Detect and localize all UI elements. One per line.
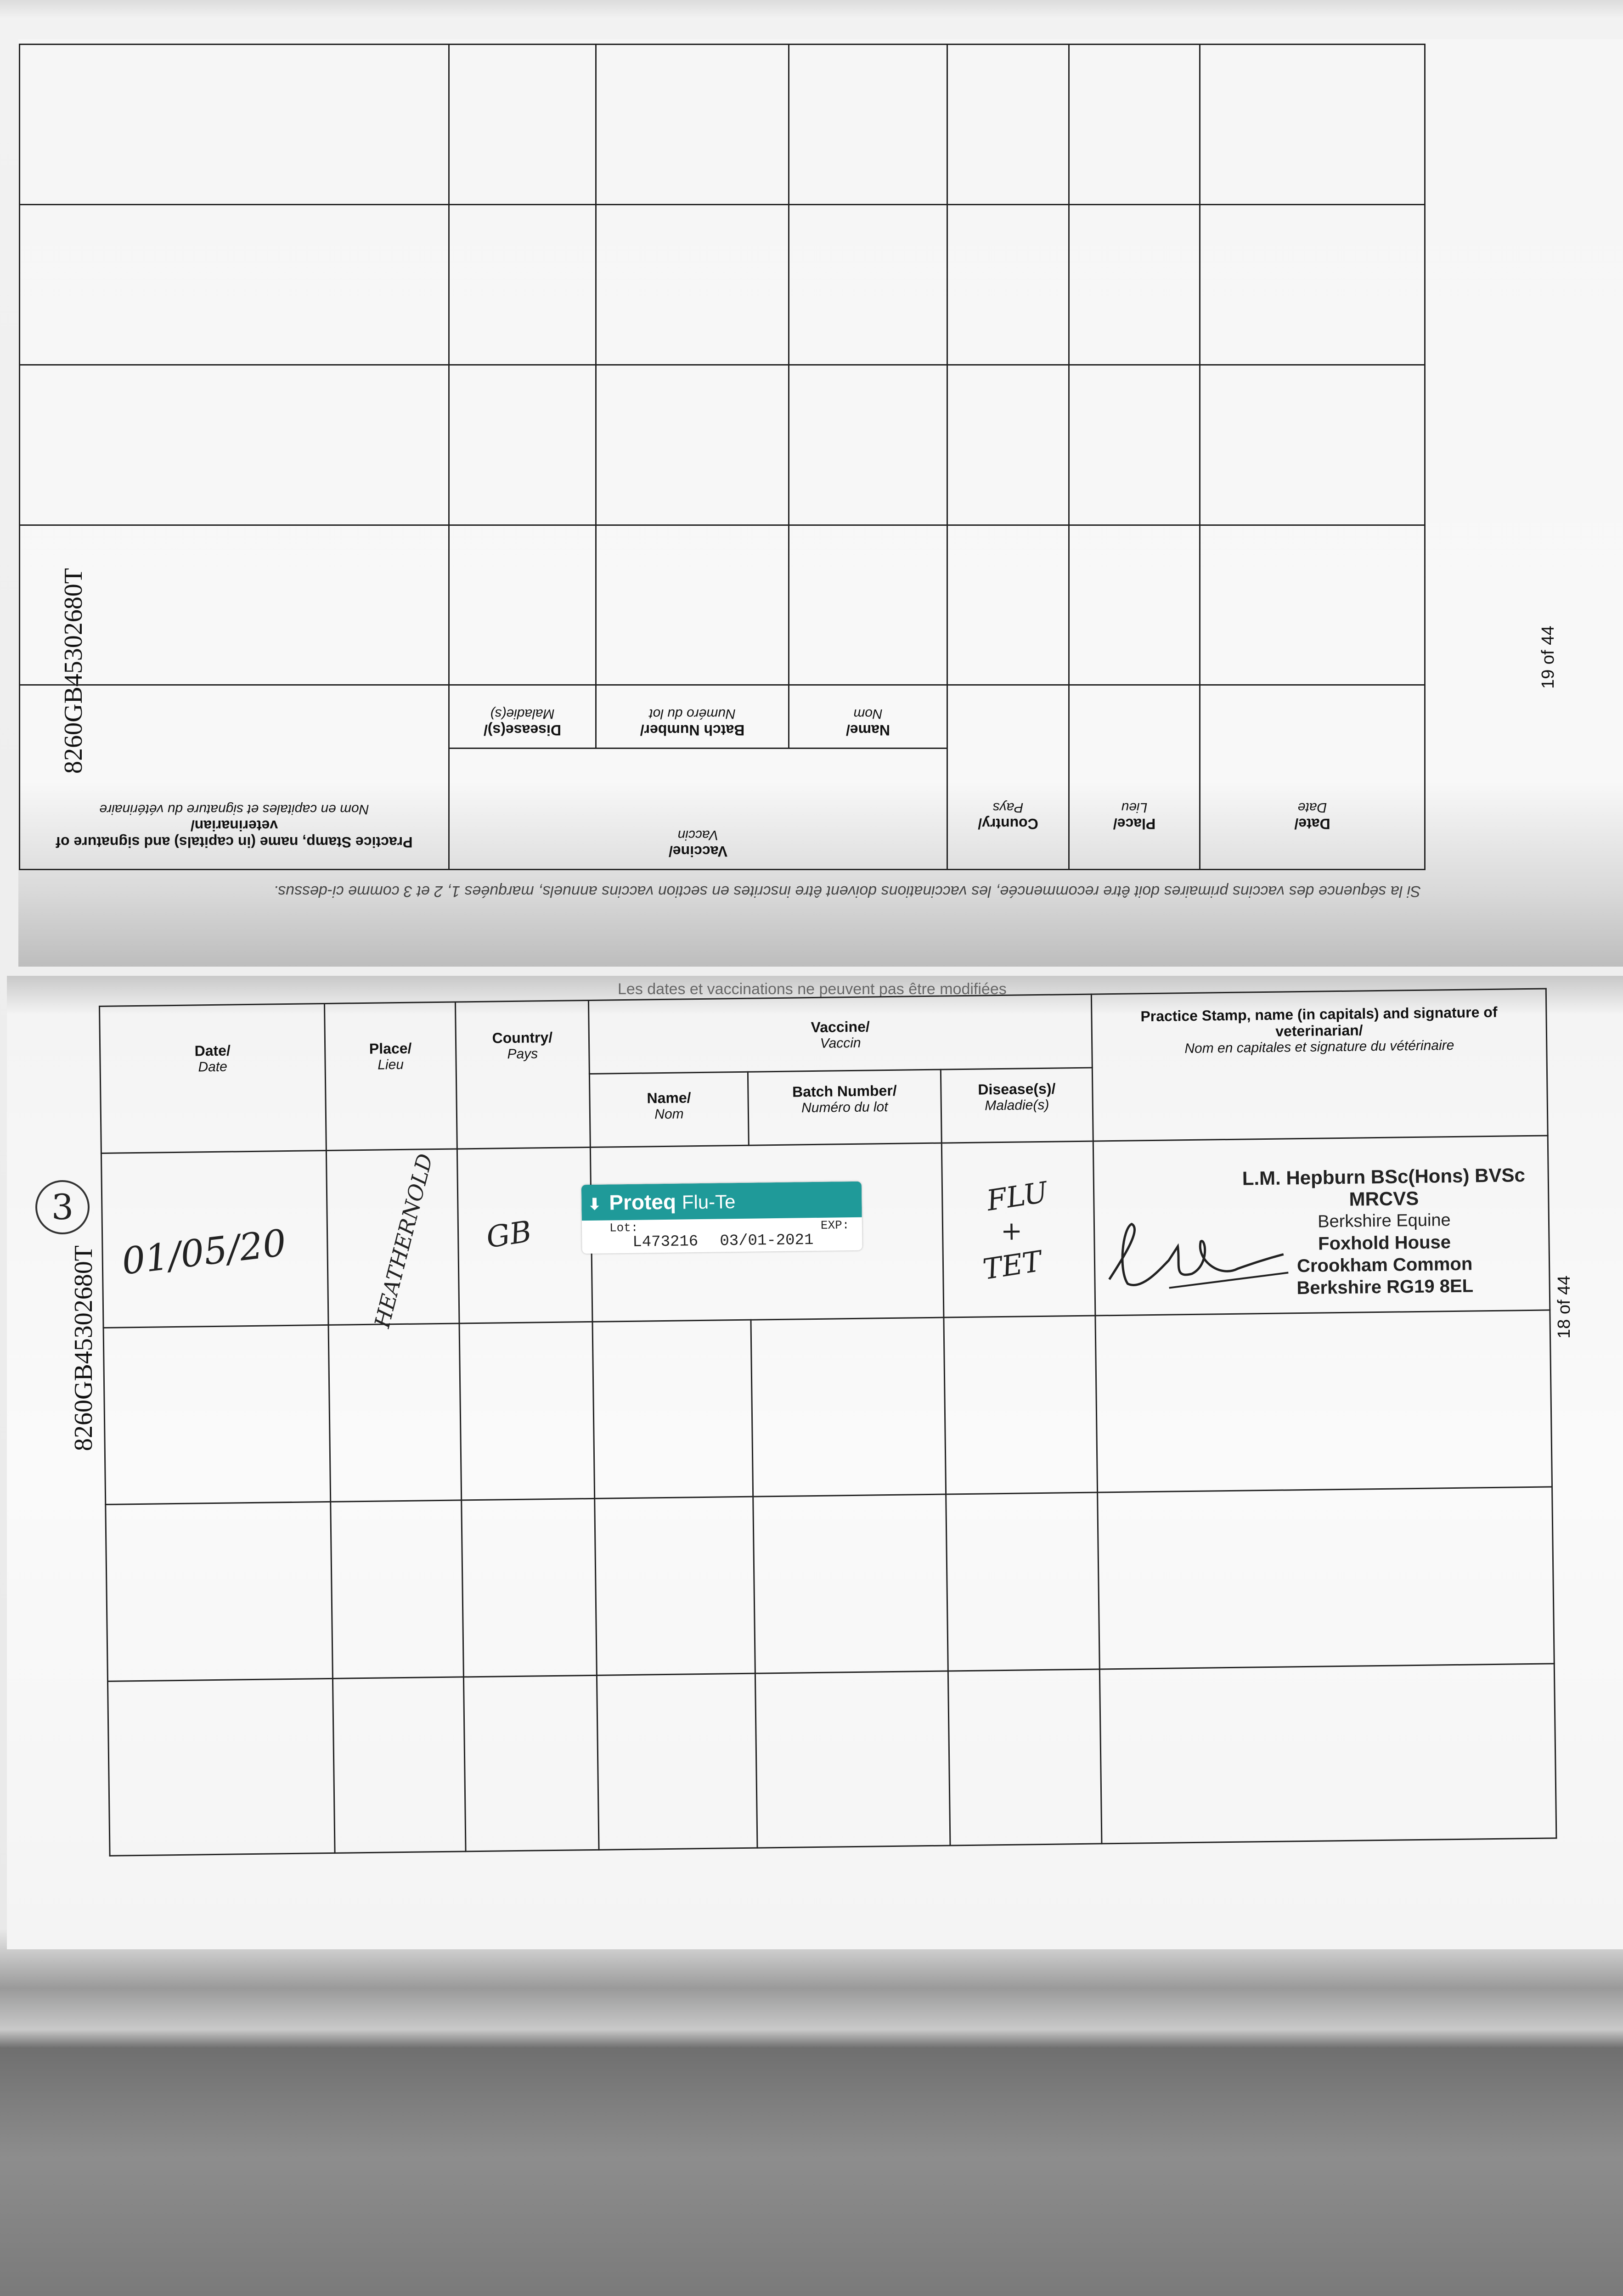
header-place: Place/ Lieu: [324, 1002, 457, 1150]
header-disease: Disease(s)/ Maladie(s): [941, 1068, 1093, 1143]
table-row: [19, 204, 1425, 365]
arrow-down-icon: ⬇: [588, 1195, 602, 1214]
header-place: Place/ Lieu: [1069, 685, 1200, 870]
disease-plus: +: [1000, 1216, 1023, 1247]
table-row: [19, 365, 1425, 525]
entry-place: HEATHERNOLD: [369, 1151, 438, 1330]
practice-stamp: [1218, 1164, 1550, 1300]
lot-label: Lot:: [609, 1221, 638, 1235]
table-row: [106, 1487, 1554, 1681]
exp-date: 03/01-2021: [720, 1232, 814, 1250]
disease-tet: TET: [981, 1244, 1044, 1287]
header-row: [100, 989, 1547, 1080]
vaccine-label-sticker: [581, 1182, 862, 1254]
header-stamp: Practice Stamp, name (in capitals) and signature of veterinarian/ Nom en capitales et signature du vétérinaire: [1091, 989, 1548, 1141]
record-id-top: 8260GB45302680T: [59, 568, 88, 774]
vaccine-label-band: [581, 1182, 862, 1221]
table-row: [103, 1310, 1552, 1504]
entry-country-cell: [457, 1147, 592, 1323]
altered-note: Les dates et vaccinations ne peuvent pas être modifiées: [618, 980, 1007, 998]
header-name: Name/ Nom: [589, 1072, 749, 1147]
entry-vaccine-cell: [590, 1143, 944, 1322]
entry-place-cell: [326, 1149, 459, 1330]
exp-label: EXP:: [820, 1218, 850, 1232]
header-batch: Batch Number/ Numéro du lot: [596, 685, 789, 748]
entry-date: 01/05/20: [119, 1221, 289, 1283]
header-country: Country/ Pays: [947, 685, 1069, 870]
entry-disease-cell: [941, 1141, 1095, 1317]
passport-page-18: [7, 976, 1623, 1949]
header-batch: Batch Number/ Numéro du lot: [748, 1069, 941, 1145]
vaccine-product: Flu-Te: [682, 1191, 736, 1213]
table-row: [107, 1664, 1556, 1856]
entry-stamp-cell: [1093, 1136, 1550, 1316]
table-row: [19, 525, 1425, 685]
practice-address-2: Crookham Common: [1296, 1254, 1473, 1277]
vaccination-table-top: [19, 44, 1426, 870]
sequence-mark: 3: [35, 1180, 90, 1234]
practice-name: Berkshire Equine: [1318, 1210, 1451, 1232]
entry-date-cell: [101, 1150, 328, 1328]
lot-number: L473216: [632, 1233, 699, 1251]
header-stamp: Practice Stamp, name (in capitals) and signature of veterinarian/ Nom en capitales et signature du vétérinaire: [19, 685, 449, 870]
upside-down-content: [18, 39, 1623, 967]
header-date: Date/ Date: [1200, 685, 1425, 870]
record-id-bottom: 8260GB45302680T: [69, 1245, 98, 1451]
passport-page-19: [18, 39, 1623, 967]
vet-name: L.M. Hepburn BSc(Hons) BVSc MRCVS: [1242, 1164, 1526, 1210]
header-name: Name/ Nom: [789, 685, 947, 748]
header-disease: Disease(s)/ Maladie(s): [449, 685, 596, 748]
header-vaccine: Vaccine/ Vaccin: [449, 748, 947, 869]
vaccination-table-bottom: [99, 988, 1557, 1856]
entry-country: GB: [484, 1215, 534, 1255]
page-number-bottom: 18 of 44: [1555, 1275, 1574, 1339]
table-row: [19, 45, 1425, 205]
header-date: Date/ Date: [100, 1003, 327, 1153]
practice-address-1: Foxhold House: [1318, 1232, 1451, 1254]
page-number-top: 19 of 44: [1538, 625, 1558, 689]
vaccine-brand: Proteq: [609, 1189, 676, 1215]
table-row: [101, 1136, 1550, 1328]
header-country: Country/ Pays: [455, 1000, 590, 1149]
header-row: [19, 748, 1425, 869]
header-vaccine: Vaccine/ Vaccin: [588, 994, 1092, 1074]
disease-flu: FLU: [984, 1175, 1050, 1218]
primary-sequence-note: Si la séquence des vaccins primaires doit être recommencée, les vaccinations doivent être inscrites en section vaccins annuels, marquées 1, 2 et 3 comme ci-dessus.: [273, 883, 1421, 900]
practice-address-3: Berkshire RG19 8EL: [1296, 1276, 1474, 1299]
